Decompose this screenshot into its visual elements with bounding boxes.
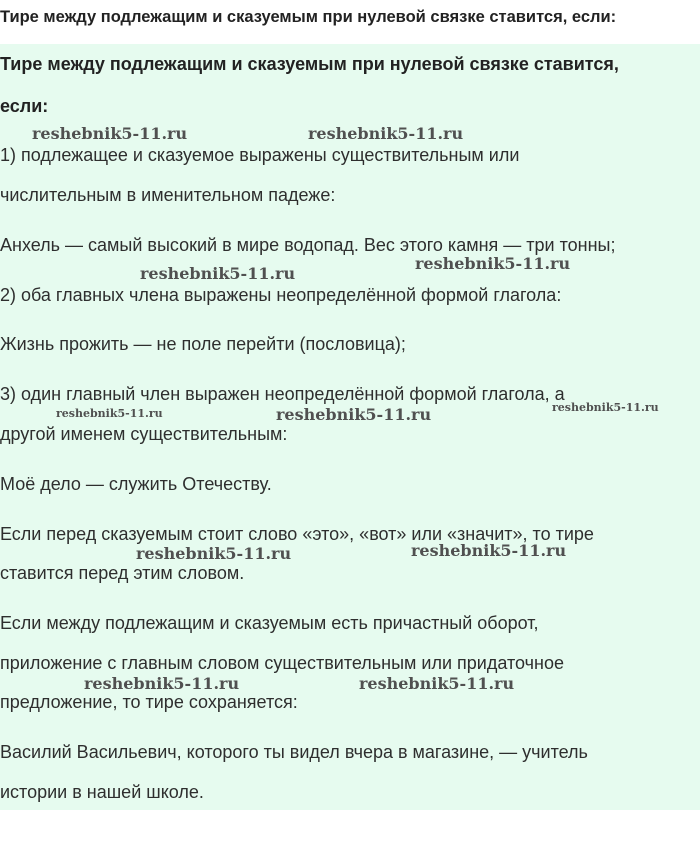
rule-title-line: Тире между подлежащим и сказуемым при нулевой связке ставится, xyxy=(0,54,619,74)
watermark: reshebnik5-11.ru xyxy=(552,401,659,414)
paragraph-line: 3) один главный член выражен неопределённой формой глагола, а xyxy=(0,384,565,404)
example-line: Моё дело — служить Отечеству. xyxy=(0,474,272,494)
example-line: истории в нашей школе. xyxy=(0,782,204,802)
paragraph-line: Если перед сказуемым стоит слово «это», «вот» или «значит», то тире xyxy=(0,524,594,544)
watermark: reshebnik5-11.ru xyxy=(56,407,163,420)
example-line: Анхель — самый высокий в мире водопад. Вес этого камня — три тонны; xyxy=(0,235,616,255)
watermark: reshebnik5-11.ru xyxy=(32,124,188,143)
watermark: reshebnik5-11.ru xyxy=(308,124,464,143)
watermark: reshebnik5-11.ru xyxy=(359,674,515,693)
watermark: reshebnik5-11.ru xyxy=(140,264,296,283)
watermark: reshebnik5-11.ru xyxy=(415,254,571,273)
paragraph-line: другой именем существительным: xyxy=(0,424,288,444)
example-line: Жизнь прожить — не поле перейти (пословица); xyxy=(0,334,406,354)
page-title: Тире между подлежащим и сказуемым при нулевой связке ставится, если: xyxy=(0,8,617,26)
paragraph-line: приложение с главным словом существительным или придаточное xyxy=(0,653,564,673)
paragraph-line: предложение, то тире сохраняется: xyxy=(0,692,298,712)
paragraph-line: ставится перед этим словом. xyxy=(0,563,245,583)
rule-title-line: если: xyxy=(0,96,49,116)
watermark: reshebnik5-11.ru xyxy=(411,541,567,560)
watermark: reshebnik5-11.ru xyxy=(276,405,432,424)
paragraph-line: 1) подлежащее и сказуемое выражены существительным или xyxy=(0,145,520,165)
paragraph-line: числительным в именительном падеже: xyxy=(0,185,336,205)
watermark: reshebnik5-11.ru xyxy=(136,544,292,563)
paragraph-line: 2) оба главных члена выражены неопределённой формой глагола: xyxy=(0,285,562,305)
example-line: Василий Васильевич, которого ты видел вчера в магазине, — учитель xyxy=(0,742,588,762)
watermark: reshebnik5-11.ru xyxy=(84,674,240,693)
paragraph-line: Если между подлежащим и сказуемым есть причастный оборот, xyxy=(0,613,539,633)
